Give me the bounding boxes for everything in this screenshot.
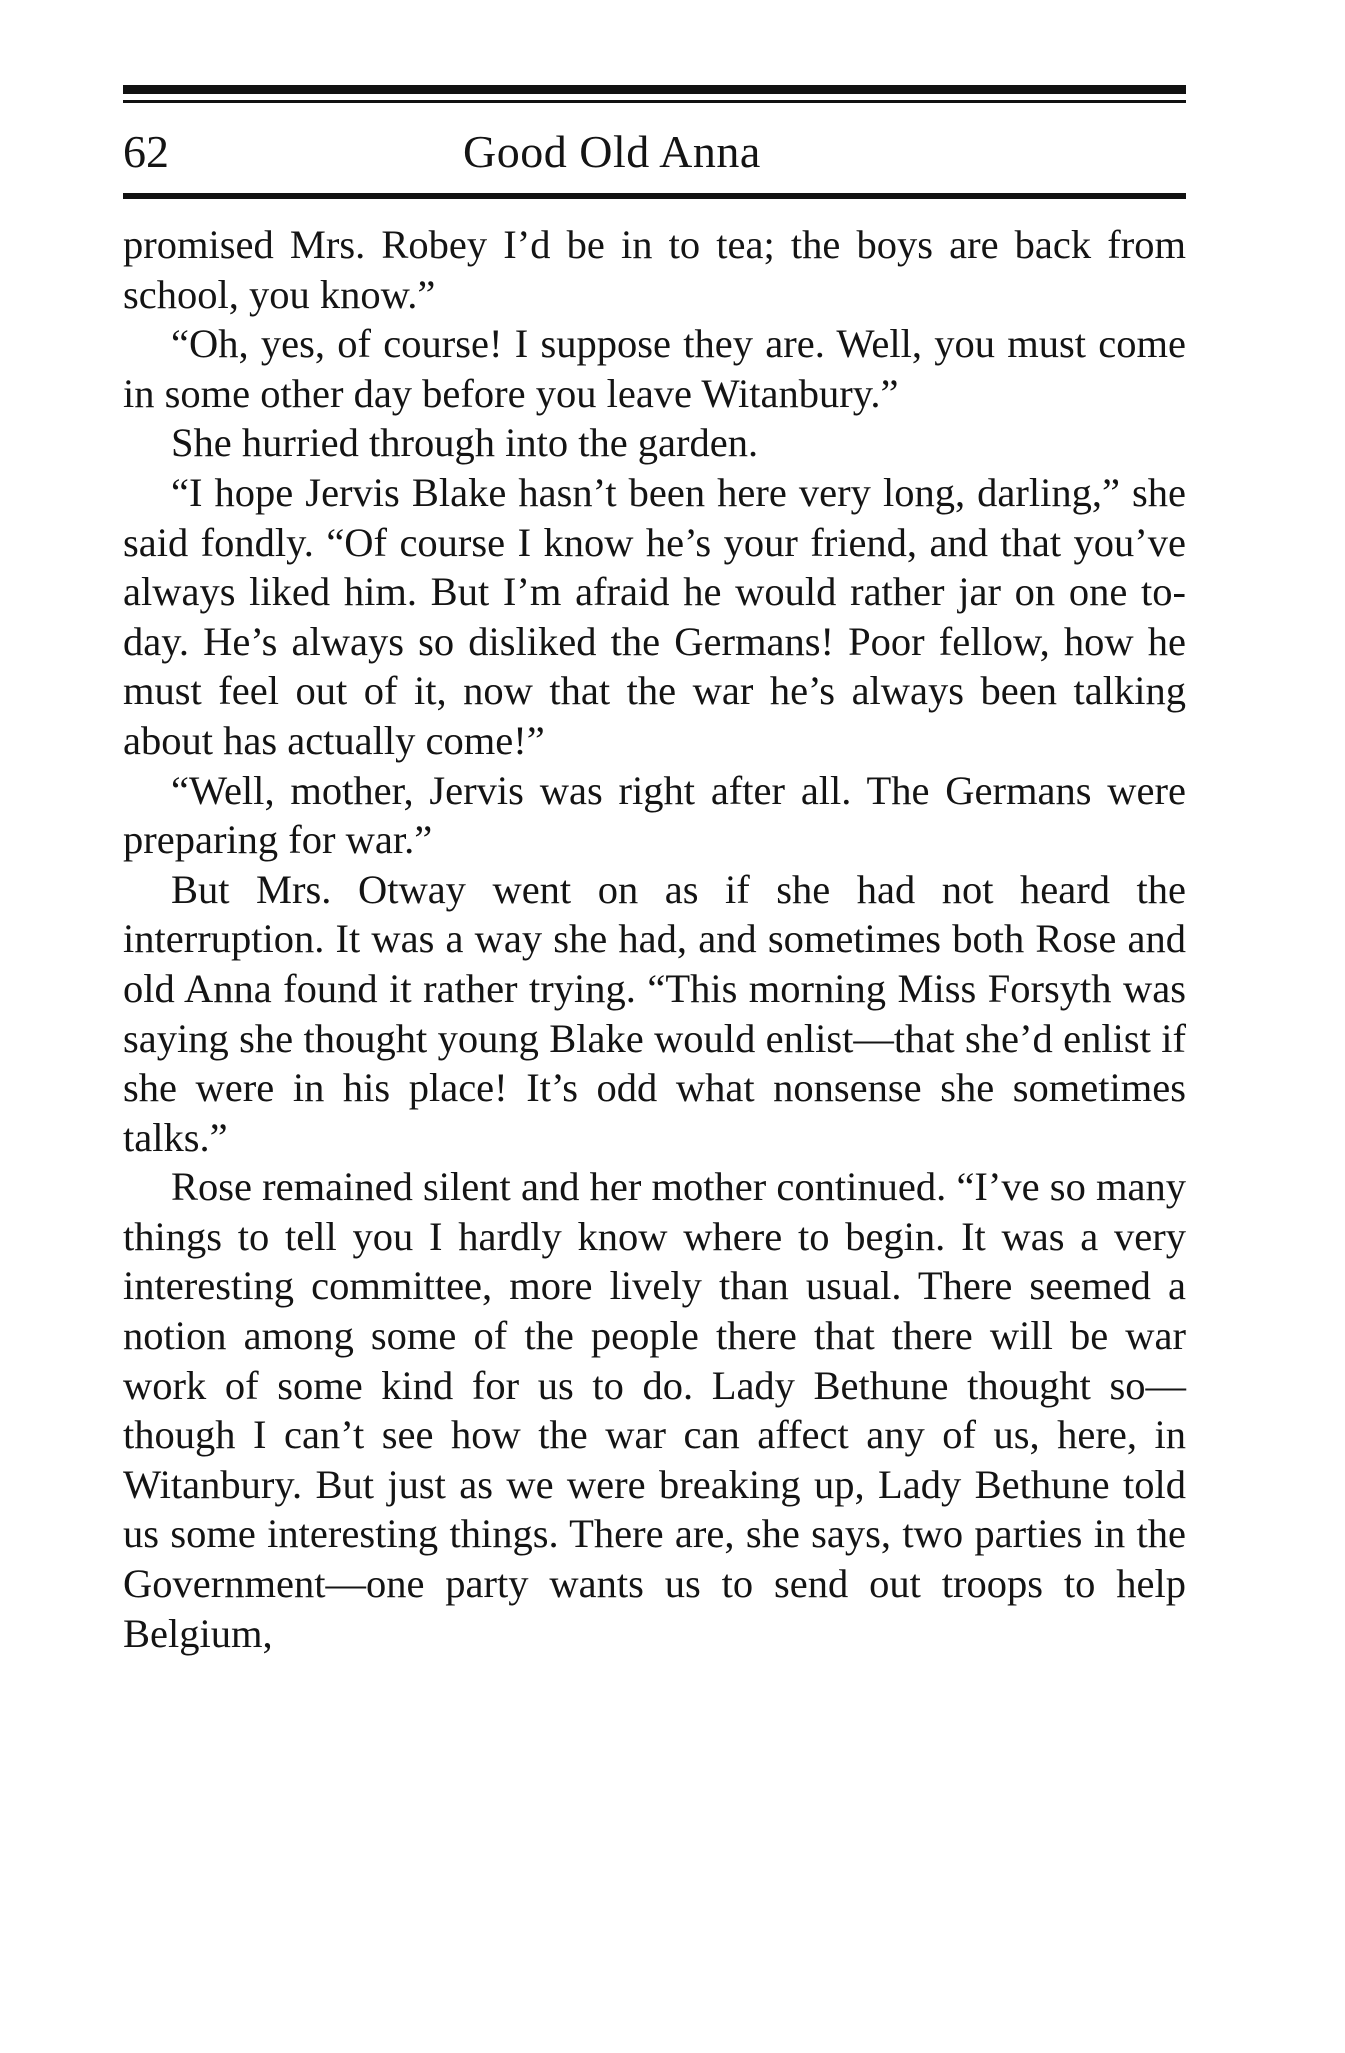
page-number: 62 <box>123 126 169 177</box>
paragraph: But Mrs. Otway went on as if she had not heard the interruption. It was a way she had, and sometimes both Rose and old Anna found it rather trying. “This morning Miss Forsyth was saying she thought young Blake would enlist—that she’d enlist if she were in his place! It’s odd what nonsense she sometimes talks.” <box>123 866 1186 1160</box>
running-title: Good Old Anna <box>463 126 761 177</box>
paragraph: “I hope Jervis Blake hasn’t been here very long, darling,” she said fondly. “Of course I know he’s your friend, and that you’ve always liked him. But I’m afraid he would rather jar on one to-day. He’s always so disliked the Germans! Poor fellow, how he must feel out of it, now that the war he’s always been talking about has actually come!” <box>123 469 1186 763</box>
paragraph: “Well, mother, Jervis was right after all. The Germans were preparing for war.” <box>123 767 1186 863</box>
paragraph: She hurried through into the garden. <box>171 420 759 466</box>
top-rule-thick <box>123 85 1186 94</box>
top-rule-thin <box>123 100 1186 103</box>
paragraph: Rose remained silent and her mother continued. “I’ve so many things to tell you I hardly know where to begin. It was a very interesting committee, more lively than usual. There seemed a notion among some of the people there that there will be war work of some kind for us to do. Lady Bethune thought so—though I can’t see how the war can affect any of us, here, in Witanbury. But just as we were breaking up, Lady Bethune told us some interesting things. There are, she says, two parties in the Government—one party wants us to send out troops to help Belgium, <box>123 1164 1186 1656</box>
paragraph: “Oh, yes, of course! I suppose they are. Well, you must come in some other day before you leave Witanbury.” <box>123 321 1186 416</box>
paragraph: promised Mrs. Robey I’d be in to tea; the boys are back from school, you know.” <box>123 222 1186 317</box>
page-header <box>123 116 1186 186</box>
body-text <box>123 220 1186 1658</box>
header-rule <box>123 193 1186 199</box>
